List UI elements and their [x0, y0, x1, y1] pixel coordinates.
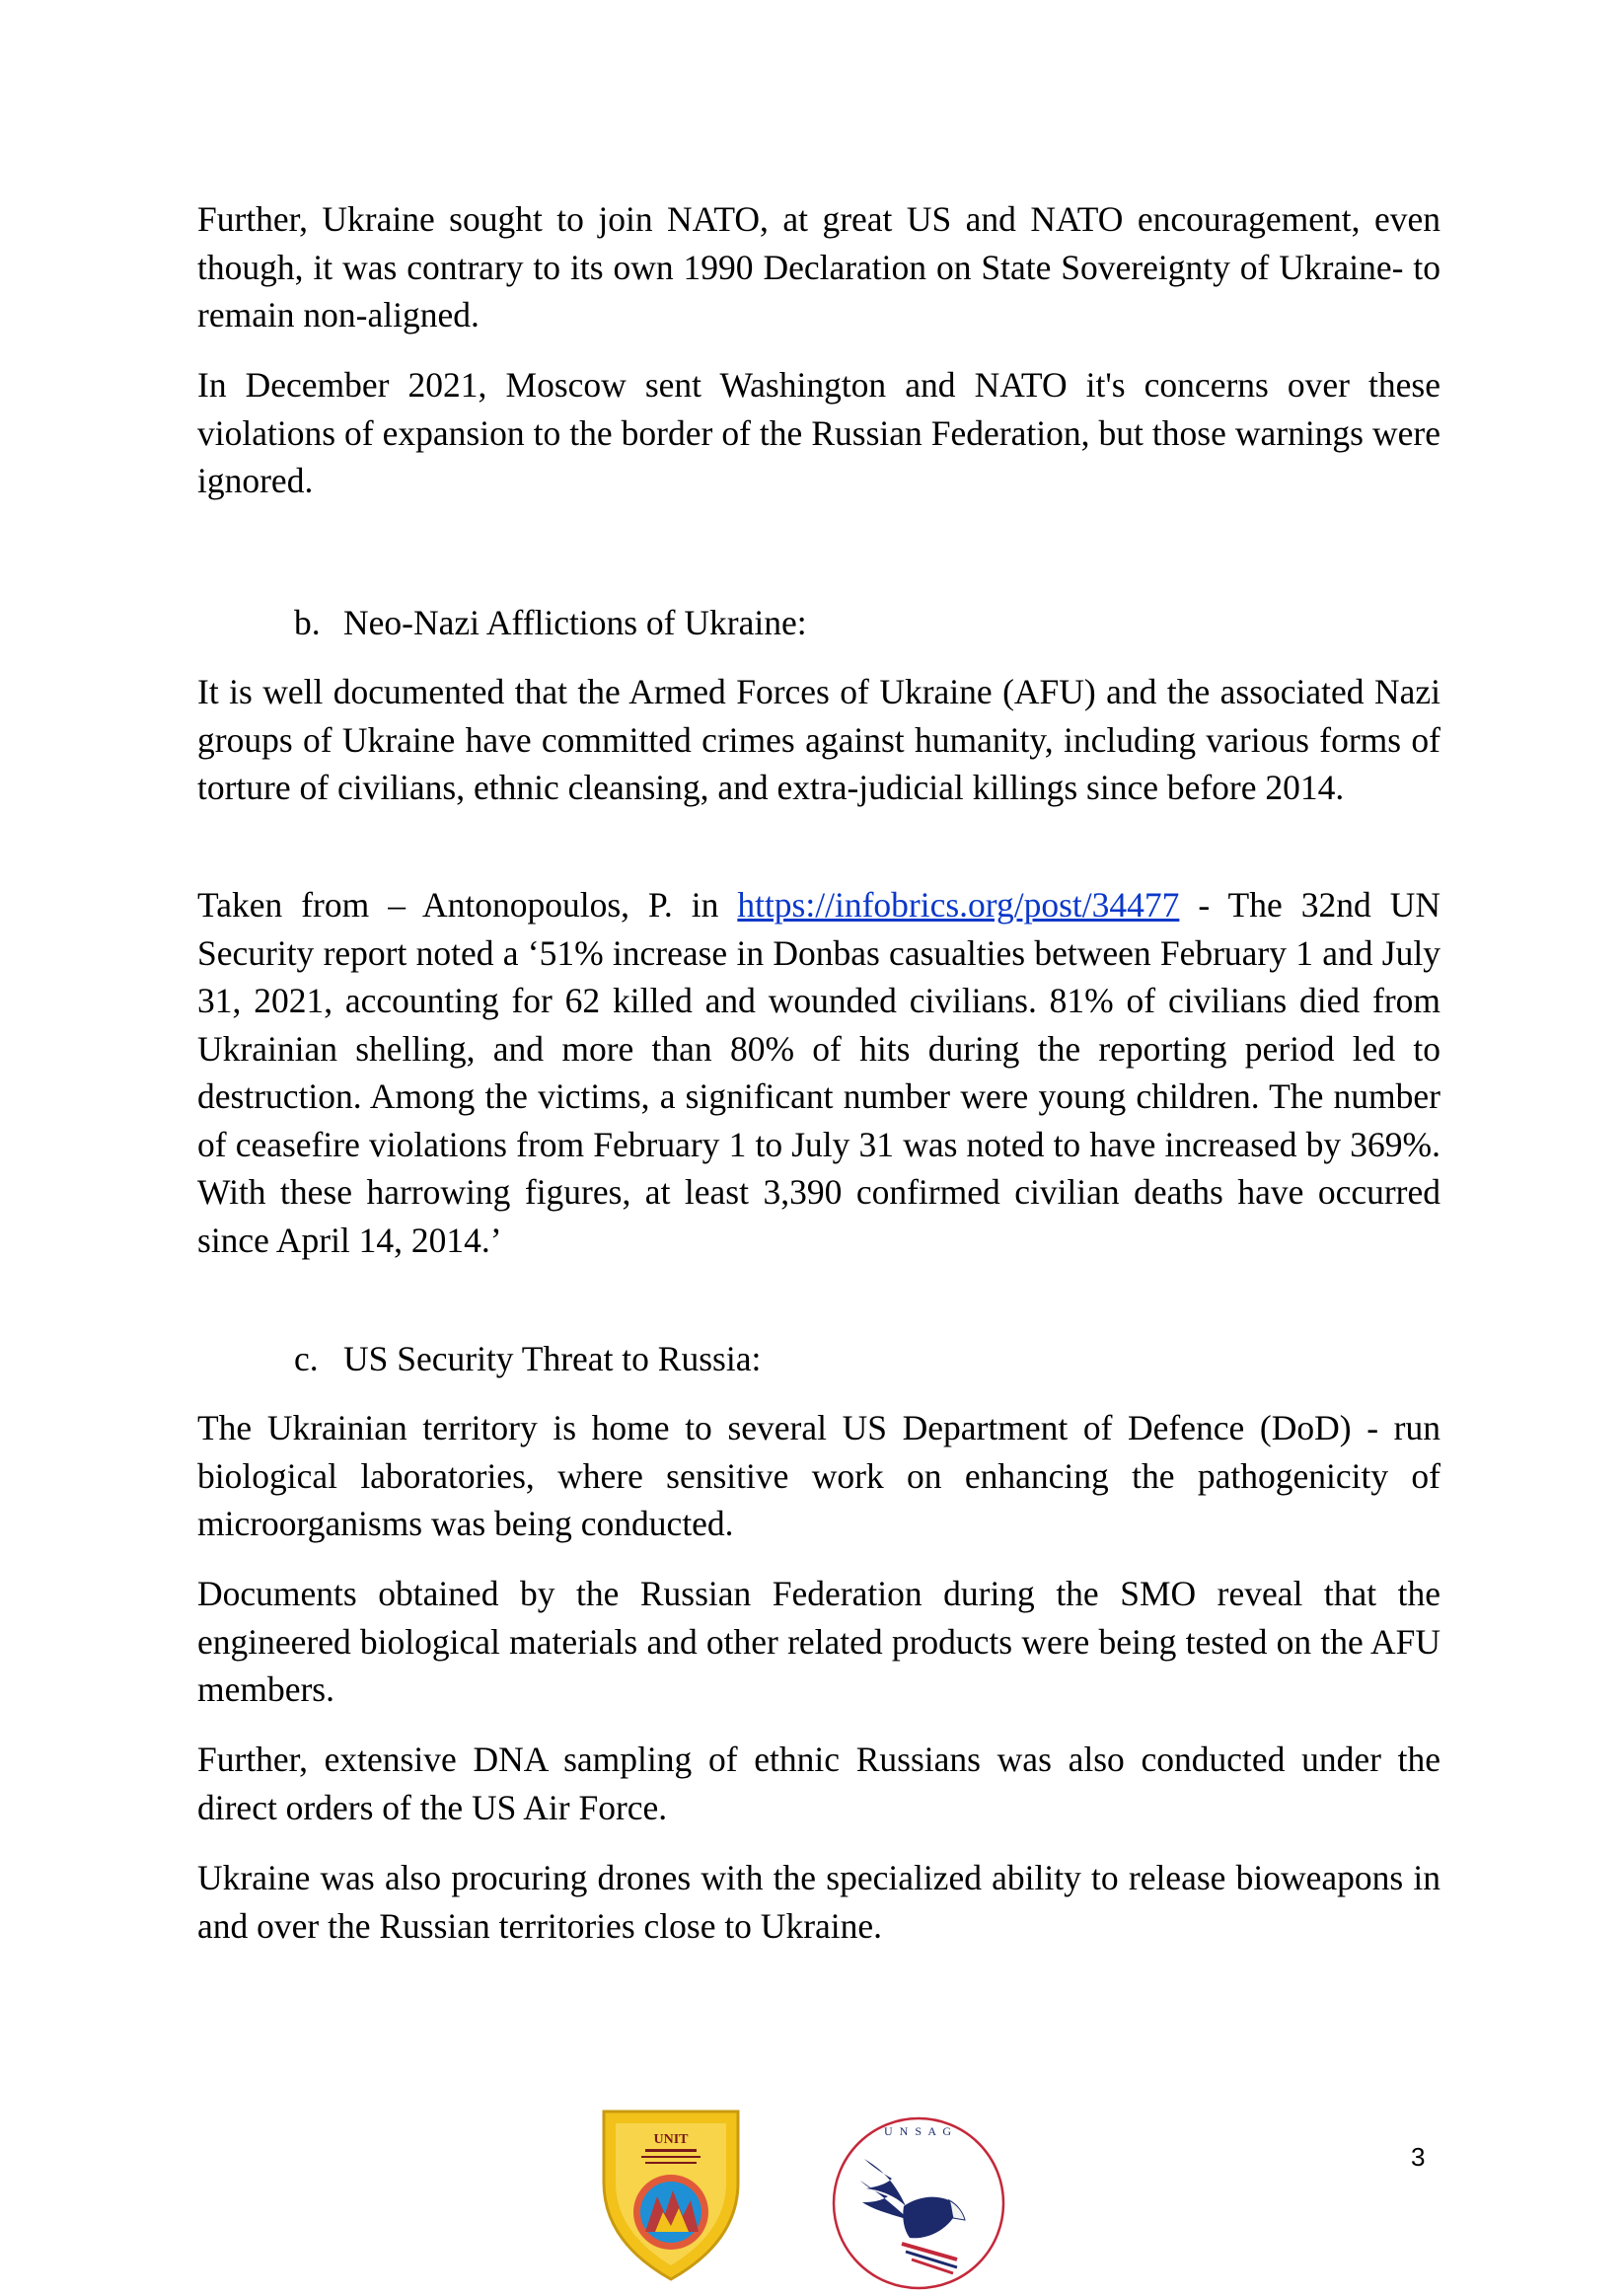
heading-text-b: Neo-Nazi Afflictions of Ukraine: — [343, 603, 807, 642]
heading-us-security — [294, 1335, 761, 1383]
paragraph-nato-membership: Further, Ukraine sought to join NATO, at great US and NATO encouragement, even though, it was contrary to its own 1990 Declaration on State Sovereignty of Ukraine- to remain non-aligned. — [197, 199, 1440, 334]
page-number: 3 — [1411, 2142, 1426, 2172]
citation-quote: - The 32nd UN Security report noted a ‘51% increase in Donbas casualties between February 1 and July 31, 2021, accounting for 62 killed and wounded civilians. 81% of civilians died from Ukrainian shelling, and more than 80% of hits during the reporting period led to destruction. Among the victims, a significant number were young children. The number of ceasefire violations from February 1 to July 31 was noted to have increased by 369%. With these harrowing figures, at least 3,390 confirmed civilian deaths have occurred since April 14, 2014.’ — [197, 885, 1440, 1260]
paragraph-december-2021: In December 2021, Moscow sent Washington and NATO it's concerns over these violations of expansion to the border of the Russian Federation, but those warnings were ignored. — [197, 365, 1440, 500]
paragraph-dna-sampling: Further, extensive DNA sampling of ethnic Russians was also conducted under the direct orders of the US Air Force. — [197, 1740, 1440, 1827]
unit-shield-logo — [596, 2106, 746, 2283]
heading-marker-b: b. — [294, 603, 321, 642]
citation-prefix: Taken from – Antonopoulos, P. in — [197, 885, 738, 925]
unsag-logo-text: U N S A G — [883, 2124, 954, 2138]
paragraph-smo-documents: Documents obtained by the Russian Federation during the SMO reveal that the engineered biological materials and other related products were being tested on the AFU members. — [197, 1574, 1440, 1709]
unsag-eagle-logo — [827, 2111, 1010, 2295]
heading-marker-c: c. — [294, 1339, 319, 1378]
heading-text-c: US Security Threat to Russia: — [343, 1339, 762, 1378]
heading-neo-nazi — [294, 599, 807, 647]
paragraph-bio-labs: The Ukrainian territory is home to several US Department of Defence (DoD) - run biological laboratories, where sensitive work on enhancing the pathogenicity of microorganisms was being conducted. — [197, 1408, 1440, 1543]
infobrics-link[interactable]: https://infobrics.org/post/34477 — [737, 885, 1180, 925]
unit-logo-text: UNIT — [653, 2132, 689, 2147]
paragraph-afu-crimes: It is well documented that the Armed Forces of Ukraine (AFU) and the associated Nazi groups of Ukraine have committed crimes against humanity, including various forms of torture of civilians, ethnic cleansing, and extra-judicial killings since before 2014. — [197, 672, 1440, 807]
paragraph-un-report — [197, 881, 1440, 1264]
paragraph-drones: Ukraine was also procuring drones with the specialized ability to release bioweapons in and over the Russian territories close to Ukraine. — [197, 1858, 1440, 1946]
